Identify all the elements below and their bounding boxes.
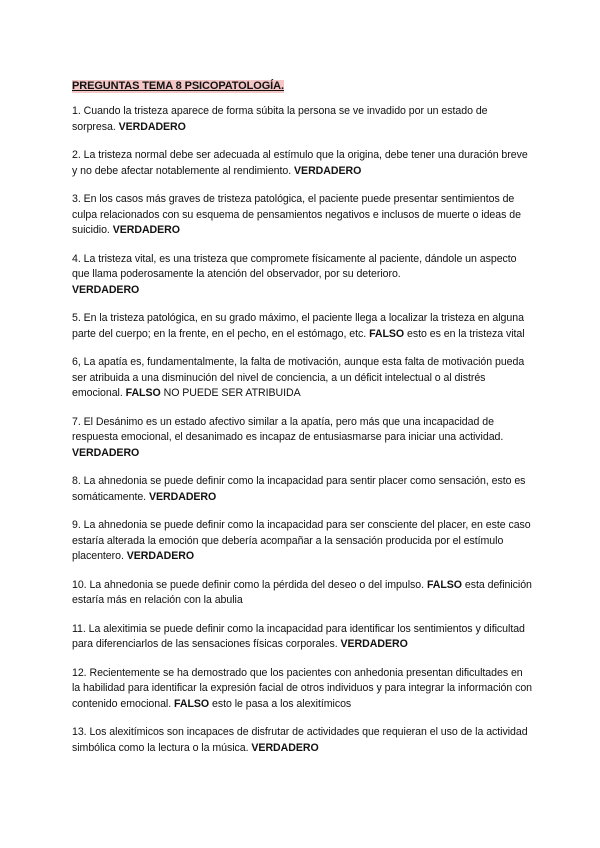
question-2 bbox=[72, 148, 532, 179]
question-4 bbox=[72, 252, 532, 299]
question-8 bbox=[72, 474, 532, 505]
question-note: esta definición estaría más en relación con la abulia bbox=[72, 578, 532, 606]
question-9 bbox=[72, 518, 532, 565]
question-answer: VERDADERO bbox=[126, 550, 195, 562]
question-5 bbox=[72, 311, 532, 342]
question-answer: VERDADERO bbox=[112, 224, 180, 236]
question-text: 3. En los casos más graves de tristeza patológica, el paciente puede presentar sentimientos de culpa relacionados con su esquema de pensamientos negativos e inclusos de muerte o ideas de suicidio. bbox=[72, 193, 521, 236]
question-text: 11. La alexitimia se puede definir como la incapacidad para identificar los sentimientos y dificultad para diferenciarlos de las sensaciones físicas corporales. bbox=[72, 622, 525, 650]
question-text: 9. La ahnedonia se puede definir como la incapacidad para ser consciente del placer, en este caso estaría alterada la emoción que debería acompañar a la sensación producida por el estímulo placentero. bbox=[72, 519, 531, 562]
question-11 bbox=[72, 622, 532, 653]
question-13 bbox=[72, 725, 532, 756]
question-text: 1. Cuando la tristeza aparece de forma súbita la persona se ve invadido por un estado de sorpresa. bbox=[72, 105, 488, 133]
question-answer: FALSO bbox=[125, 387, 161, 399]
question-note: esto es en la tristeza vital bbox=[404, 327, 525, 340]
question-text: 8. La ahnedonia se puede definir como la incapacidad para sentir placer como sensación, esto es somáticamente. bbox=[72, 475, 526, 503]
question-text: 6, La apatía es, fundamentalmente, la falta de motivación, aunque esta falta de motivación pueda ser atribuida a una disminución del nivel de conciencia, a un déficit intelectual o al distrés emocional. bbox=[72, 356, 525, 399]
question-note: NO PUEDE SER ATRIBUIDA bbox=[160, 387, 301, 399]
question-answer: FALSO bbox=[369, 327, 405, 340]
question-text: 12. Recientemente se ha demostrado que los pacientes con anhedonia presentan dificultades en la habilidad para identificar la expresión facial de otros individuos y para integrar la información con contenido emocional. bbox=[72, 666, 533, 710]
question-6 bbox=[72, 355, 532, 402]
document-title: PREGUNTAS TEMA 8 PSICOPATOLOGÍA. bbox=[72, 80, 284, 92]
question-10 bbox=[72, 578, 532, 609]
question-answer: VERDADERO bbox=[251, 741, 319, 754]
question-text: 5. En la tristeza patológica, en su grado máximo, el paciente llega a localizar la tristeza en alguna parte del cuerpo; en la frente, en el pecho, en el estómago, etc. bbox=[72, 312, 524, 340]
document-page bbox=[72, 76, 532, 769]
question-1 bbox=[72, 104, 532, 135]
question-answer: VERDADERO bbox=[72, 446, 140, 459]
question-3 bbox=[72, 192, 532, 239]
question-answer: VERDADERO bbox=[118, 120, 186, 133]
question-12 bbox=[72, 666, 532, 713]
question-note: esto le pasa a los alexitímicos bbox=[209, 697, 352, 710]
question-answer: VERDADERO bbox=[340, 638, 408, 650]
question-answer: FALSO bbox=[174, 697, 210, 710]
question-7 bbox=[72, 415, 532, 462]
question-text: 2. La tristeza normal debe ser adecuada al estímulo que la origina, debe tener una duración breve y no debe afectar notablemente al rendimiento. bbox=[72, 149, 528, 177]
question-text: 4. La tristeza vital, es una tristeza que compromete físicamente al paciente, dándole un aspecto que llama poderosamente la atención del observador, por su deterioro. bbox=[72, 252, 517, 280]
question-text: 10. La ahnedonia se puede definir como la pérdida del deseo o del impulso. bbox=[72, 578, 427, 591]
question-text: 7. El Desánimo es un estado afectivo similar a la apatía, pero más que una incapacidad de respuesta emocional, el desanimado es incapaz de entusiasmarse para iniciar una actividad. bbox=[72, 415, 504, 443]
question-text: 13. Los alexitímicos son incapaces de disfrutar de actividades que requieran el uso de la actividad simbólica como la lectura o la música. bbox=[72, 726, 528, 754]
question-answer: VERDADERO bbox=[72, 283, 140, 296]
question-answer: VERDADERO bbox=[294, 164, 362, 177]
question-answer: FALSO bbox=[426, 578, 463, 591]
question-answer: VERDADERO bbox=[148, 490, 217, 503]
